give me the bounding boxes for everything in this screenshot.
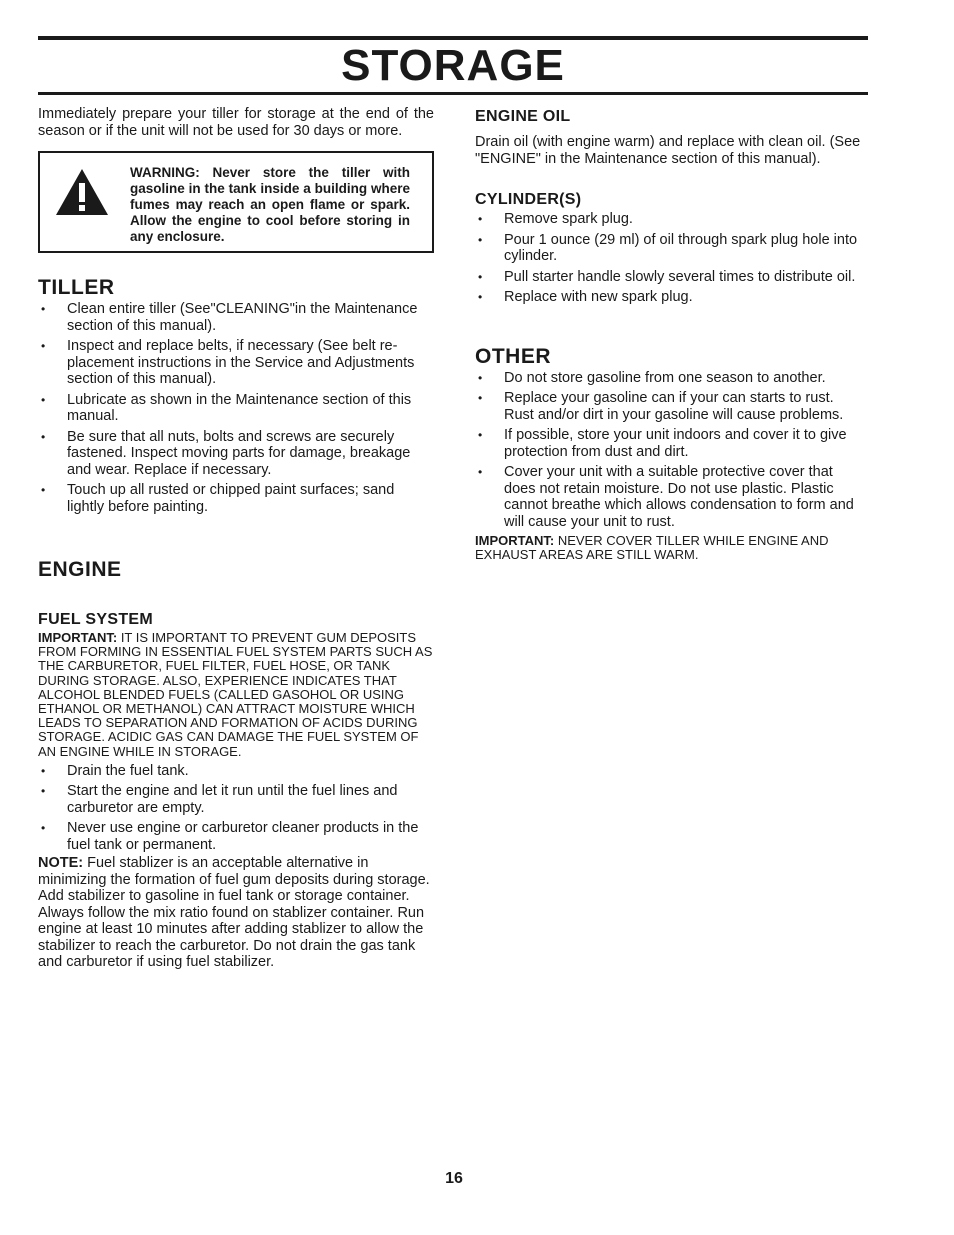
cylinders-list	[475, 211, 867, 306]
other-heading: OTHER	[475, 344, 551, 368]
warning-triangle-icon	[54, 167, 110, 217]
cylinders-heading: CYLINDER(S)	[475, 191, 582, 208]
fuel-important-paragraph: IMPORTANT: IT IS IMPORTANT TO PREVENT GUM DEPOSITS FROM FORMING IN ESSENTIAL FUEL SYSTEM PARTS SUCH AS THE CARBURETOR, FUEL FILTER, FUEL HOSE, OR TANK DURING STORAGE. ALSO, EXPERIENCE INDICATES THAT ALCOHOL BLENDED FUELS (CALLED GASOHOL OR USING ETHANOL OR METHANOL) CAN ATTRACT MOISTURE WHICH LEADS TO SEPARATION AND FORMATION OF ACIDS DURING STORAGE. ACIDIC GAS CAN DAMAGE THE FUEL SYSTEM OF AN ENGINE WHILE IN STORAGE.	[38, 630, 433, 759]
other-important-paragraph: IMPORTANT: NEVER COVER TILLER WHILE ENGINE AND EXHAUST AREAS ARE STILL WARM.	[475, 533, 829, 563]
engine-oil-heading: ENGINE OIL	[475, 108, 571, 125]
fuel-system-heading: FUEL SYSTEM	[38, 611, 154, 628]
left-column	[38, 106, 434, 971]
page-title: STORAGE	[341, 41, 565, 90]
list-item: • Lubricate as shown in the Maintenance section of this manual.	[41, 391, 412, 424]
list-item: • Pour 1 ounce (29 ml) of oil through spark plug hole into cylinder.	[478, 231, 858, 264]
list-item: • Do not store gasoline from one season to another.	[478, 369, 826, 386]
list-item: • Cover your unit with a suitable protective cover that does not retain moisture. Do not use plastic. Plastic cannot breathe which allows condensation to form and will cause your unit to rust.	[478, 464, 854, 530]
list-item: • Pull starter handle slowly several times to distribute oil.	[478, 268, 856, 285]
list-item: • Start the engine and let it run until the fuel lines and carburetor are empty.	[41, 783, 398, 816]
warning-text: WARNING: Never store the tiller with gasoline in the tank inside a building where fumes may reach an open flame or spark. Allow the engine to cool before storing in any enclosure.	[130, 165, 410, 244]
list-item: • Touch up all rusted or chipped paint surfaces; sand lightly before painting.	[41, 482, 395, 515]
engine-heading: ENGINE	[38, 558, 122, 581]
list-item: • Replace with new spark plug.	[478, 289, 693, 305]
list-item: • Inspect and replace belts, if necessary (See belt re-placement instructions in the Service and Adjustments section of this manual).	[41, 338, 415, 387]
list-item: • Never use engine or carburetor cleaner products in the fuel tank or permanent.	[41, 820, 419, 853]
right-column	[475, 106, 867, 562]
warning-box	[38, 151, 434, 253]
tiller-list	[38, 301, 434, 515]
list-item: • Replace your gasoline can if your can starts to rust. Rust and/or dirt in your gasoline will cause problems.	[478, 390, 844, 423]
list-item: • Drain the fuel tank.	[41, 762, 189, 779]
other-list	[475, 370, 867, 531]
intro-paragraph: Immediately prepare your tiller for storage at the end of the season or if the unit will not be used for 30 days or more.	[38, 106, 434, 139]
list-item: • Clean entire tiller (See"CLEANING"in the Maintenance section of this manual).	[41, 301, 418, 334]
list-item: • If possible, store your unit indoors and cover it to give protection from dust and dirt.	[478, 427, 847, 460]
title-underline	[38, 92, 868, 95]
fuel-note-paragraph: NOTE: Fuel stablizer is an acceptable alternative in minimizing the formation of fuel gum deposits during storage. Add stabilizer to gasoline in fuel tank or storage container. Always follow the mix ratio found on stablizer container. Run engine at least 10 minutes after adding stablizer to allow the stabilizer to reach the carburetor. Do not drain the gas tank and carburetor if using fuel stabilizer.	[38, 855, 430, 971]
list-item: • Remove spark plug.	[478, 211, 633, 227]
engine-oil-paragraph: Drain oil (with engine warm) and replace with clean oil. (See "ENGINE" in the Maintenance section of this manual).	[475, 134, 861, 167]
page-number: 16	[445, 1170, 463, 1187]
tiller-heading: TILLER	[38, 276, 115, 299]
list-item: • Be sure that all nuts, bolts and screws are securely fastened. Inspect moving parts for damage, breakage and wear. Replace if necessary.	[41, 428, 411, 478]
fuel-system-list	[38, 763, 434, 854]
